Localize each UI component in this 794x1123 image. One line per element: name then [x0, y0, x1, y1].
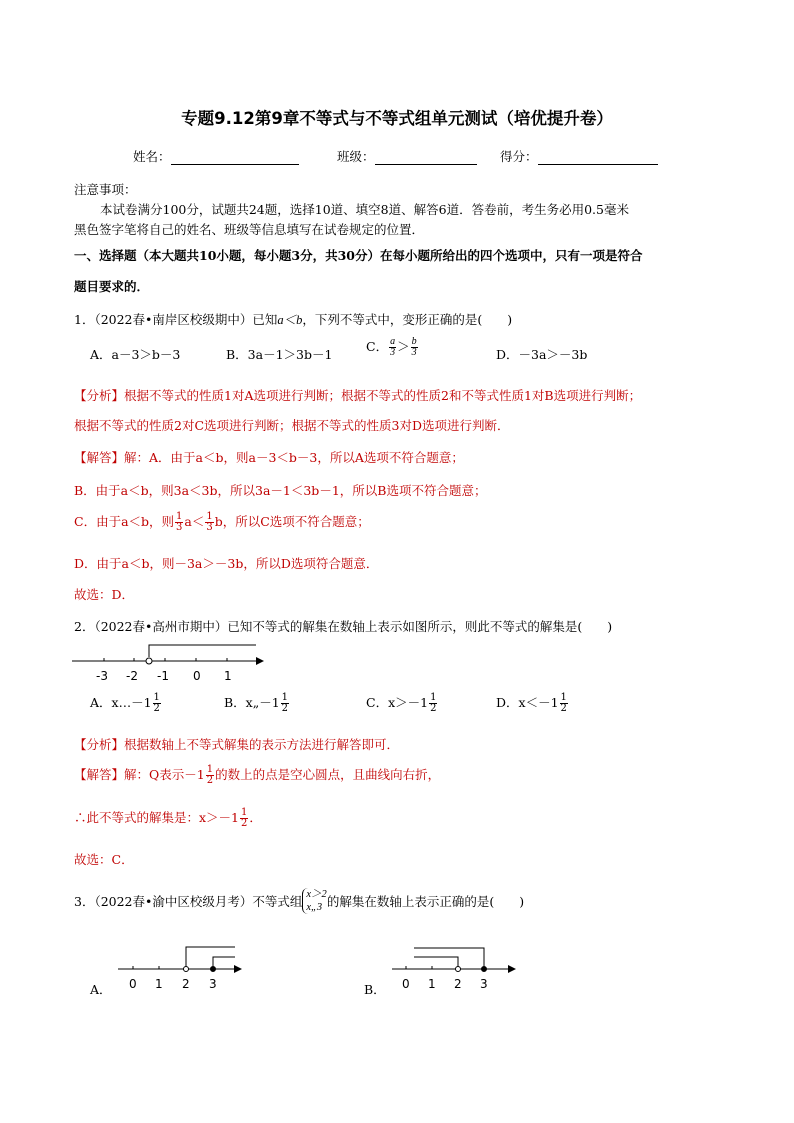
- q2-tick-label: 1: [224, 669, 232, 683]
- score-label: 得分：: [500, 149, 538, 164]
- q1-solution-c: C．由于a＜b，则 $\frac{1}{3}$ a＜ $\frac{1}{3}$ b，所以C选项不符合题意；: [74, 511, 370, 533]
- q1-solution-b: B．由于a＜b，则3a＜3b，所以3a－1＜3b－1，所以B选项不符合题意；: [74, 483, 487, 498]
- svg-text:2: 2: [182, 977, 190, 991]
- page-title: 专题9.12第9章不等式与不等式组单元测试（培优提升卷）: [181, 109, 613, 128]
- q1-stem-condition: a＜b: [277, 313, 303, 327]
- q3-option-a-label[interactable]: A．: [90, 982, 112, 997]
- q1-solution-a: 【解答】解：A．由于a＜b，则a－3＜b－3，所以A选项不符合题意；: [74, 450, 464, 465]
- q2-analysis: 【分析】根据数轴上不等式解集的表示方法进行解答即可．: [74, 737, 400, 752]
- q1-option-c[interactable]: [366, 337, 419, 358]
- q1-option-c-frac-b: $\frac{b}{3}$: [411, 336, 417, 358]
- score-field[interactable]: [500, 147, 658, 165]
- svg-text:3: 3: [480, 977, 488, 991]
- section-heading-line-1: 一、选择题（本大题共10小题，每小题3分，共30分）在每小题所给出的四个选项中，只有一项是符合: [74, 248, 643, 263]
- q1-solution-tag: 【解答】: [74, 450, 125, 465]
- q2-option-d[interactable]: D．x＜－1 $\frac{1}{2}$: [496, 692, 567, 714]
- notes-title: 注意事项：: [74, 182, 137, 197]
- svg-text:0: 0: [129, 977, 137, 991]
- q3-system: x＞2 x„3: [302, 888, 326, 914]
- q2-tick-label: -3: [96, 669, 108, 683]
- class-label: 班级：: [337, 149, 375, 164]
- q2-solution-line-2: ∴此不等式的解集是：x＞－1 $\frac{1}{2}$ ．: [74, 807, 262, 829]
- q1-option-c-relation: ＞: [397, 339, 410, 354]
- q2-answer: 故选：C．: [74, 852, 134, 867]
- q2-tick-label: 0: [193, 669, 201, 683]
- q2-tick-label: -1: [157, 669, 169, 683]
- svg-text:1: 1: [428, 977, 436, 991]
- q2-option-a[interactable]: A．x…－1 $\frac{1}{2}$: [90, 692, 160, 714]
- q3-option-a-number-line[interactable]: [110, 940, 250, 995]
- score-blank[interactable]: [538, 152, 658, 165]
- notes-line-1: 本试卷满分100分，试题共24题，选择10道、填空8道、解答6道．答卷前，考生务必用0.5毫米: [100, 202, 629, 217]
- q1-analysis-tag: 【分析】: [74, 388, 125, 403]
- q1-answer: 故选：D．: [74, 587, 135, 602]
- notes-line-2: 黑色签字笔将自己的姓名、班级等信息填写在试卷规定的位置．: [74, 222, 425, 237]
- q3-stem: 3．（2022春•渝中区校级月考）不等式组 x＞2 x„3 的解集在数轴上表示正确的是( ): [74, 889, 525, 913]
- class-field[interactable]: [337, 147, 477, 165]
- q1-solution-d: D．由于a＜b，则－3a＞－3b，所以D选项符合题意．: [74, 556, 379, 571]
- name-blank[interactable]: [171, 152, 299, 165]
- svg-text:1: 1: [155, 977, 163, 991]
- q2-tick-label: -2: [126, 669, 138, 683]
- q3a-open-circle: [184, 967, 189, 972]
- q2-stem: 2．（2022春•高州市期中）已知不等式的解集在数轴上表示如图所示，则此不等式的解集是( ): [74, 619, 613, 634]
- q1-stem-rest: ，下列不等式中，变形正确的是( ): [302, 312, 513, 327]
- name-label: 姓名：: [133, 149, 171, 164]
- q1-analysis-line-2: 根据不等式的性质2对C选项进行判断；根据不等式的性质3对D选项进行判断．: [74, 418, 510, 433]
- q1-option-b[interactable]: B．3a－1＞3b－1: [226, 347, 333, 362]
- svg-text:3: 3: [209, 977, 217, 991]
- q2-axis-arrow: [256, 657, 264, 665]
- q1-sol-c-frac-2: $\frac{1}{3}$: [206, 511, 213, 533]
- q1-option-a[interactable]: A．a－3＞b－3: [90, 347, 181, 362]
- q1-stem: [74, 310, 512, 328]
- q2-number-line: [70, 640, 270, 685]
- q1-stem-text: 1．（2022春•南岸区校级期中）已知: [74, 312, 278, 327]
- q1-option-d[interactable]: D．－3a＞－3b: [496, 347, 588, 362]
- name-field[interactable]: [133, 147, 299, 165]
- q2-option-c[interactable]: C．x＞－1 $\frac{1}{2}$: [366, 692, 437, 714]
- section-heading-line-2: 题目要求的．: [74, 279, 150, 294]
- q3-option-b-label[interactable]: B．: [364, 982, 386, 997]
- q3b-open-circle: [456, 967, 461, 972]
- q2-open-circle: [146, 658, 152, 664]
- q3a-closed-circle: [211, 967, 216, 972]
- q3-option-b-number-line[interactable]: [384, 940, 524, 995]
- q1-option-c-label: C．: [366, 339, 389, 354]
- q3b-closed-circle: [482, 967, 487, 972]
- q2-option-b[interactable]: B．x„－1 $\frac{1}{2}$: [224, 692, 289, 714]
- svg-text:0: 0: [402, 977, 410, 991]
- class-blank[interactable]: [375, 152, 477, 165]
- q2-solution-ray: [149, 645, 256, 657]
- q2-solution-line-1: 【解答】解：Q表示－1 $\frac{1}{2}$ 的数上的点是空心圆点，且曲线向右折，: [74, 764, 441, 786]
- q1-sol-c-frac-1: $\frac{1}{3}$: [176, 511, 183, 533]
- q1-analysis-line-1: 【分析】根据不等式的性质1对A选项进行判断；根据不等式的性质2和不等式性质1对B选项进行判断；: [74, 388, 642, 403]
- q1-option-c-frac-a: $\frac{a}{3}$: [390, 336, 396, 358]
- svg-text:2: 2: [454, 977, 462, 991]
